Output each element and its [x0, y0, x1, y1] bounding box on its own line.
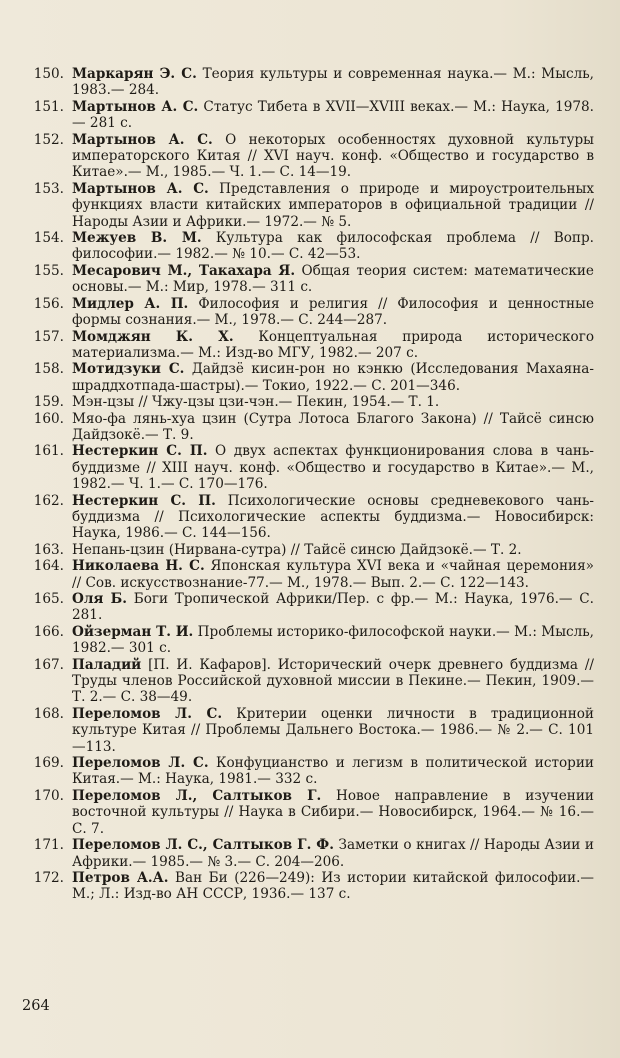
entry-body: [72, 624, 594, 657]
entry-body: [72, 181, 594, 230]
entry-body: [72, 591, 594, 624]
entry-author: Паладий: [72, 656, 142, 673]
list-item: [22, 657, 610, 706]
list-item: [22, 591, 610, 624]
entry-text: Непань-цзин (Нирвана-сутра) // Тайсё синсю Дайдзокё.— Т. 2.: [72, 541, 522, 558]
entry-author: Мартынов А. С.: [72, 180, 209, 197]
entry-body: [72, 657, 594, 706]
entry-author: Переломов Л., Салтыков Г.: [72, 787, 322, 804]
entry-number: 154.: [33, 230, 64, 247]
entry-number: 152.: [33, 131, 64, 148]
entry-text: Мэн-цзы // Чжу-цзы цзи-чэн.— Пекин, 1954.— Т. 1.: [72, 394, 440, 411]
list-item: [22, 329, 610, 362]
entry-text: Дайдзё кисин-рон но кэнкю (Исследования Махаяна-шраддхотпада-шастры).— Токио, 1922.— С. 201—346.: [72, 361, 594, 394]
entry-text: Конфуцианство и легизм в политической истории Китая.— М.: Наука, 1981.— 332 с.: [72, 755, 594, 788]
entry-number: 166.: [33, 623, 64, 640]
entry-text: Ван Би (226—249): Из истории китайской философии.— М.; Л.: Изд-во АН СССР, 1936.— 137 с.: [72, 869, 594, 903]
entry-body: [72, 870, 594, 903]
entry-text: Мяо-фа лянь-хуа цзин (Сутра Лотоса Благого Закона) // Тайсё синсю Дайдзокё.— Т. 9.: [72, 410, 594, 443]
entry-number: 158.: [33, 361, 64, 378]
list-item: [22, 788, 610, 837]
entry-body: [72, 411, 594, 444]
entry-body: [72, 788, 594, 837]
entry-body: [72, 329, 594, 362]
entry-number: 156.: [33, 295, 64, 312]
entry-author: Переломов Л. С.: [72, 705, 223, 722]
entry-text: Статус Тибета в XVII—XVIII веках.— М.: Наука, 1978.— 281 с.: [72, 98, 594, 132]
entry-body: [72, 394, 594, 410]
entry-text: [П. И. Кафаров]. Исторический очерк древнего буддизма // Труды членов Российской духовной миссии в Пекине.— Пекин, 1909.— Т. 2.— С. 38—49.: [72, 656, 594, 706]
entry-number: 161.: [33, 443, 64, 460]
entry-text: Культура как философская проблема // Вопр. философии.— 1982.— № 10.— С. 42—53.: [72, 230, 594, 263]
list-item: [22, 755, 610, 788]
entry-number: 168.: [33, 705, 64, 722]
entry-author: Момджян К. Х.: [72, 328, 234, 345]
list-item: [22, 361, 610, 394]
entry-body: [72, 230, 594, 263]
list-item: [22, 706, 610, 755]
entry-body: [72, 443, 594, 492]
entry-body: [72, 706, 594, 755]
entry-number: 169.: [33, 755, 64, 772]
list-item: [22, 624, 610, 657]
list-item: [22, 99, 610, 132]
entry-author: Николаева Н. С.: [72, 558, 205, 575]
entry-author: Мотидзуки С.: [72, 361, 185, 378]
entry-author: Нестеркин С. П.: [72, 443, 208, 460]
entry-author: Мидлер А. П.: [72, 295, 189, 312]
page-number: 264: [22, 998, 50, 1014]
entry-number: 167.: [33, 656, 64, 673]
entry-body: [72, 542, 594, 558]
entry-body: [72, 296, 594, 329]
entry-text: Психологические основы средневекового чань-буддизма // Психологические аспекты буддизма.— Новосибирск: Наука, 1986.— С. 144—156.: [72, 492, 594, 542]
entry-author: Оля Б.: [72, 591, 127, 607]
entry-body: [72, 361, 594, 394]
entry-body: [72, 755, 594, 788]
entry-number: 153.: [33, 180, 64, 197]
entry-body: [72, 132, 594, 181]
entry-number: 165.: [33, 591, 64, 607]
entry-number: 160.: [33, 410, 64, 427]
entry-author: Мартынов А. С.: [72, 98, 199, 115]
entry-text: Теория культуры и современная наука.— М.: Мысль, 1983.— 284.: [72, 66, 595, 99]
entry-body: [72, 558, 594, 591]
entry-author: Переломов Л. С.: [72, 755, 209, 772]
entry-author: Межуев В. М.: [72, 230, 202, 247]
entry-body: [72, 99, 594, 132]
entry-text: Проблемы историко-философской науки.— М.: Мысль, 1982.— 301 с.: [72, 623, 594, 657]
entry-text: О двух аспектах функционирования слова в чань-буддизме // XIII науч. конф. «Общество и государство в Китае».— М., 1982.— Ч. 1.— С. 170—176.: [72, 443, 594, 493]
entry-text: Критерии оценки личности в традиционной культуре Китая // Проблемы Дальнего Востока.— 1986.— № 2.— С. 101—113.: [72, 705, 594, 755]
list-item: [22, 443, 610, 492]
entry-number: 150.: [33, 66, 64, 82]
list-item: [22, 66, 610, 99]
entry-number: 164.: [33, 558, 64, 575]
entry-text: Концептуальная природа исторического материализма.— М.: Изд-во МГУ, 1982.— 207 с.: [72, 328, 595, 361]
entry-author: Маркарян Э. С.: [72, 66, 197, 82]
entry-number: 170.: [33, 787, 64, 804]
entry-text: Японская культура XVI века и «чайная церемония» // Сов. искусствознание-77.— М., 1978.— Вып. 2.— С. 122—143.: [72, 558, 594, 591]
list-item: [22, 394, 610, 410]
list-item: [22, 296, 610, 329]
entry-author: Месарович М., Такахара Я.: [72, 262, 296, 279]
entry-number: 162.: [33, 492, 64, 509]
entry-body: [72, 66, 594, 99]
entry-author: Переломов Л. С., Салтыков Г. Ф.: [72, 837, 334, 854]
entry-text: Заметки о книгах // Народы Азии и Африки.— 1985.— № 3.— С. 204—206.: [72, 837, 594, 870]
entry-text: О некоторых особенностях духовной культуры императорского Китая // XVI науч. конф. «Общество и государство в Китае».— М., 1985.— Ч. 1.— С. 14—19.: [72, 131, 594, 181]
entry-number: 157.: [33, 328, 64, 345]
entry-author: Мартынов А. С.: [72, 131, 213, 148]
list-item: [22, 493, 610, 542]
entry-number: 172.: [33, 869, 64, 886]
entry-text: Боги Тропической Африки/Пер. с фр.— М.: Наука, 1976.— С. 281.: [72, 591, 594, 624]
entry-body: [72, 837, 594, 870]
entry-body: [72, 493, 594, 542]
list-item: [22, 558, 610, 591]
entry-number: 159.: [33, 394, 64, 411]
entry-number: 163.: [33, 541, 64, 558]
entry-text: Общая теория систем: математические основы.— М.: Мир, 1978.— 311 с.: [72, 262, 594, 296]
bibliography-list: [22, 66, 610, 903]
entry-author: Петров А.А.: [72, 869, 169, 886]
list-item: [22, 263, 610, 296]
entry-author: Нестеркин С. П.: [72, 492, 216, 509]
list-item: [22, 230, 610, 263]
list-item: [22, 837, 610, 870]
entry-text: Новое направление в изучении восточной культуры // Наука в Сибири.— Новосибирск, 1964.— № 16.— С. 7.: [72, 787, 594, 837]
entry-author: Ойзерман Т. И.: [72, 623, 194, 640]
entry-number: 171.: [33, 837, 64, 854]
entry-number: 151.: [33, 98, 64, 115]
entry-text: Философия и религия // Философия и ценностные формы сознания.— М., 1978.— С. 244—287.: [72, 295, 594, 329]
entry-number: 155.: [33, 262, 64, 279]
list-item: [22, 870, 610, 903]
entry-body: [72, 263, 594, 296]
list-item: [22, 132, 610, 181]
list-item: [22, 181, 610, 230]
list-item: [22, 542, 610, 558]
list-item: [22, 411, 610, 444]
entry-text: Представления о природе и мироустроительных функциях власти китайских императоров в официальной традиции // Народы Азии и Африки.— 1972.— № 5.: [72, 180, 594, 230]
